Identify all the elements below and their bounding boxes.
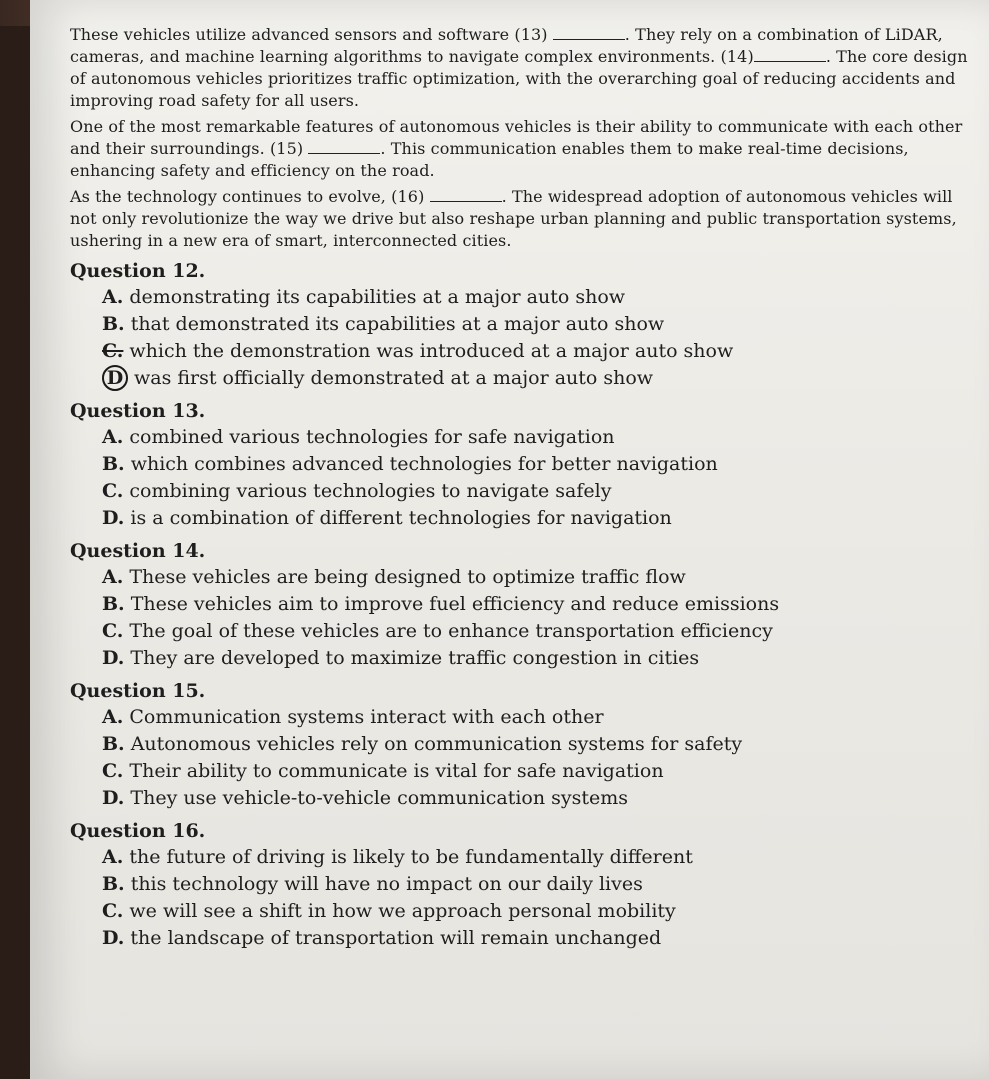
option-letter: B. — [102, 453, 125, 475]
option-letter: A. — [102, 566, 124, 588]
option-a[interactable] — [102, 424, 970, 451]
option-letter: C. — [102, 760, 124, 782]
option-letter: A. — [102, 286, 124, 308]
option-c[interactable] — [102, 478, 970, 505]
option-text: we will see a shift in how we approach personal mobility — [129, 900, 676, 922]
option-b[interactable] — [102, 731, 970, 758]
option-c[interactable] — [102, 898, 970, 925]
option-text: They use vehicle-to-vehicle communication systems — [130, 787, 629, 809]
passage-paragraph-3 — [70, 186, 970, 252]
option-text: this technology will have no impact on our daily lives — [130, 873, 643, 895]
question-15 — [70, 680, 970, 812]
passage-text: . They rely on a combination of LiDAR, cameras, and machine learning algorithms to navigate complex environments. (14) — [70, 25, 943, 66]
option-a[interactable] — [102, 564, 970, 591]
option-letter: D. — [102, 507, 125, 529]
reading-passage — [70, 24, 970, 252]
question-title: Question 14. — [70, 540, 206, 562]
option-letter: B. — [102, 313, 125, 335]
option-b[interactable] — [102, 591, 970, 618]
option-text: These vehicles aim to improve fuel efficiency and reduce emissions — [130, 593, 780, 615]
option-text: the future of driving is likely to be fundamentally different — [129, 846, 693, 868]
option-text: the landscape of transportation will remain unchanged — [130, 927, 662, 949]
option-d[interactable] — [102, 645, 970, 672]
option-letter: B. — [102, 733, 125, 755]
question-16 — [70, 820, 970, 952]
option-a[interactable] — [102, 844, 970, 871]
option-text: These vehicles are being designed to optimize traffic flow — [129, 566, 686, 588]
passage-paragraph-2 — [70, 116, 970, 182]
option-letter: C. — [102, 480, 124, 502]
passage-text: . This communication enables them to make real-time decisions, enhancing safety and efficiency on the road. — [70, 139, 909, 180]
question-12 — [70, 260, 970, 392]
option-d[interactable] — [102, 785, 970, 812]
option-text: that demonstrated its capabilities at a major auto show — [130, 313, 665, 335]
passage-text: As the technology continues to evolve, (16) — [70, 187, 430, 206]
option-a[interactable] — [102, 704, 970, 731]
blank-16[interactable] — [430, 189, 502, 202]
passage-text: . The core design of autonomous vehicles prioritizes traffic optimization, with the overarching goal of reducing accidents and improving road safety for all users. — [70, 47, 968, 110]
option-text: demonstrating its capabilities at a major auto show — [129, 286, 626, 308]
passage-paragraph-1 — [70, 24, 970, 112]
option-b[interactable] — [102, 451, 970, 478]
question-14 — [70, 540, 970, 672]
option-text: Communication systems interact with each other — [129, 706, 604, 728]
option-text: Their ability to communicate is vital for safe navigation — [129, 760, 664, 782]
option-d[interactable] — [102, 925, 970, 952]
option-text: which combines advanced technologies for better navigation — [130, 453, 718, 475]
option-d[interactable] — [102, 505, 970, 532]
option-letter: C. — [102, 340, 124, 362]
option-c[interactable] — [102, 758, 970, 785]
option-letter: D. — [102, 927, 125, 949]
blank-13[interactable] — [553, 27, 625, 40]
option-letter: B. — [102, 873, 125, 895]
option-text: They are developed to maximize traffic congestion in cities — [130, 647, 700, 669]
option-text: was first officially demonstrated at a major auto show — [134, 367, 654, 389]
option-letter: C. — [102, 620, 124, 642]
passage-text: . The widespread adoption of autonomous vehicles will not only revolutionize the way we drive but also reshape urban planning and public transportation systems, ushering in a new era of smart, interconnected cities. — [70, 187, 957, 250]
option-b[interactable] — [102, 871, 970, 898]
option-text: is a combination of different technologies for navigation — [130, 507, 672, 529]
option-letter: B. — [102, 593, 125, 615]
option-text: Autonomous vehicles rely on communication systems for safety — [130, 733, 743, 755]
option-letter: A. — [102, 706, 124, 728]
option-text: combining various technologies to navigate safely — [129, 480, 612, 502]
selected-answer-circle: D — [102, 365, 128, 391]
question-title: Question 13. — [70, 400, 206, 422]
question-13 — [70, 400, 970, 532]
option-a[interactable] — [102, 284, 970, 311]
worksheet — [70, 24, 970, 1074]
passage-text: These vehicles utilize advanced sensors and software (13) — [70, 25, 553, 44]
option-text: which the demonstration was introduced at a major auto show — [129, 340, 734, 362]
question-title: Question 15. — [70, 680, 206, 702]
option-d-selected[interactable] — [102, 365, 970, 392]
option-letter: D. — [102, 647, 125, 669]
question-title: Question 16. — [70, 820, 206, 842]
option-letter: A. — [102, 426, 124, 448]
option-letter: C. — [102, 900, 124, 922]
option-b[interactable] — [102, 311, 970, 338]
option-letter: D. — [102, 787, 125, 809]
blank-15[interactable] — [308, 141, 380, 154]
option-text: combined various technologies for safe navigation — [129, 426, 615, 448]
question-title: Question 12. — [70, 260, 206, 282]
option-letter: A. — [102, 846, 124, 868]
option-c[interactable] — [102, 338, 970, 365]
passage-text: One of the most remarkable features of autonomous vehicles is their ability to communicate with each other and their surroundings. (15) — [70, 117, 963, 158]
option-c[interactable] — [102, 618, 970, 645]
blank-14[interactable] — [754, 49, 826, 62]
option-text: The goal of these vehicles are to enhance transportation efficiency — [129, 620, 773, 642]
